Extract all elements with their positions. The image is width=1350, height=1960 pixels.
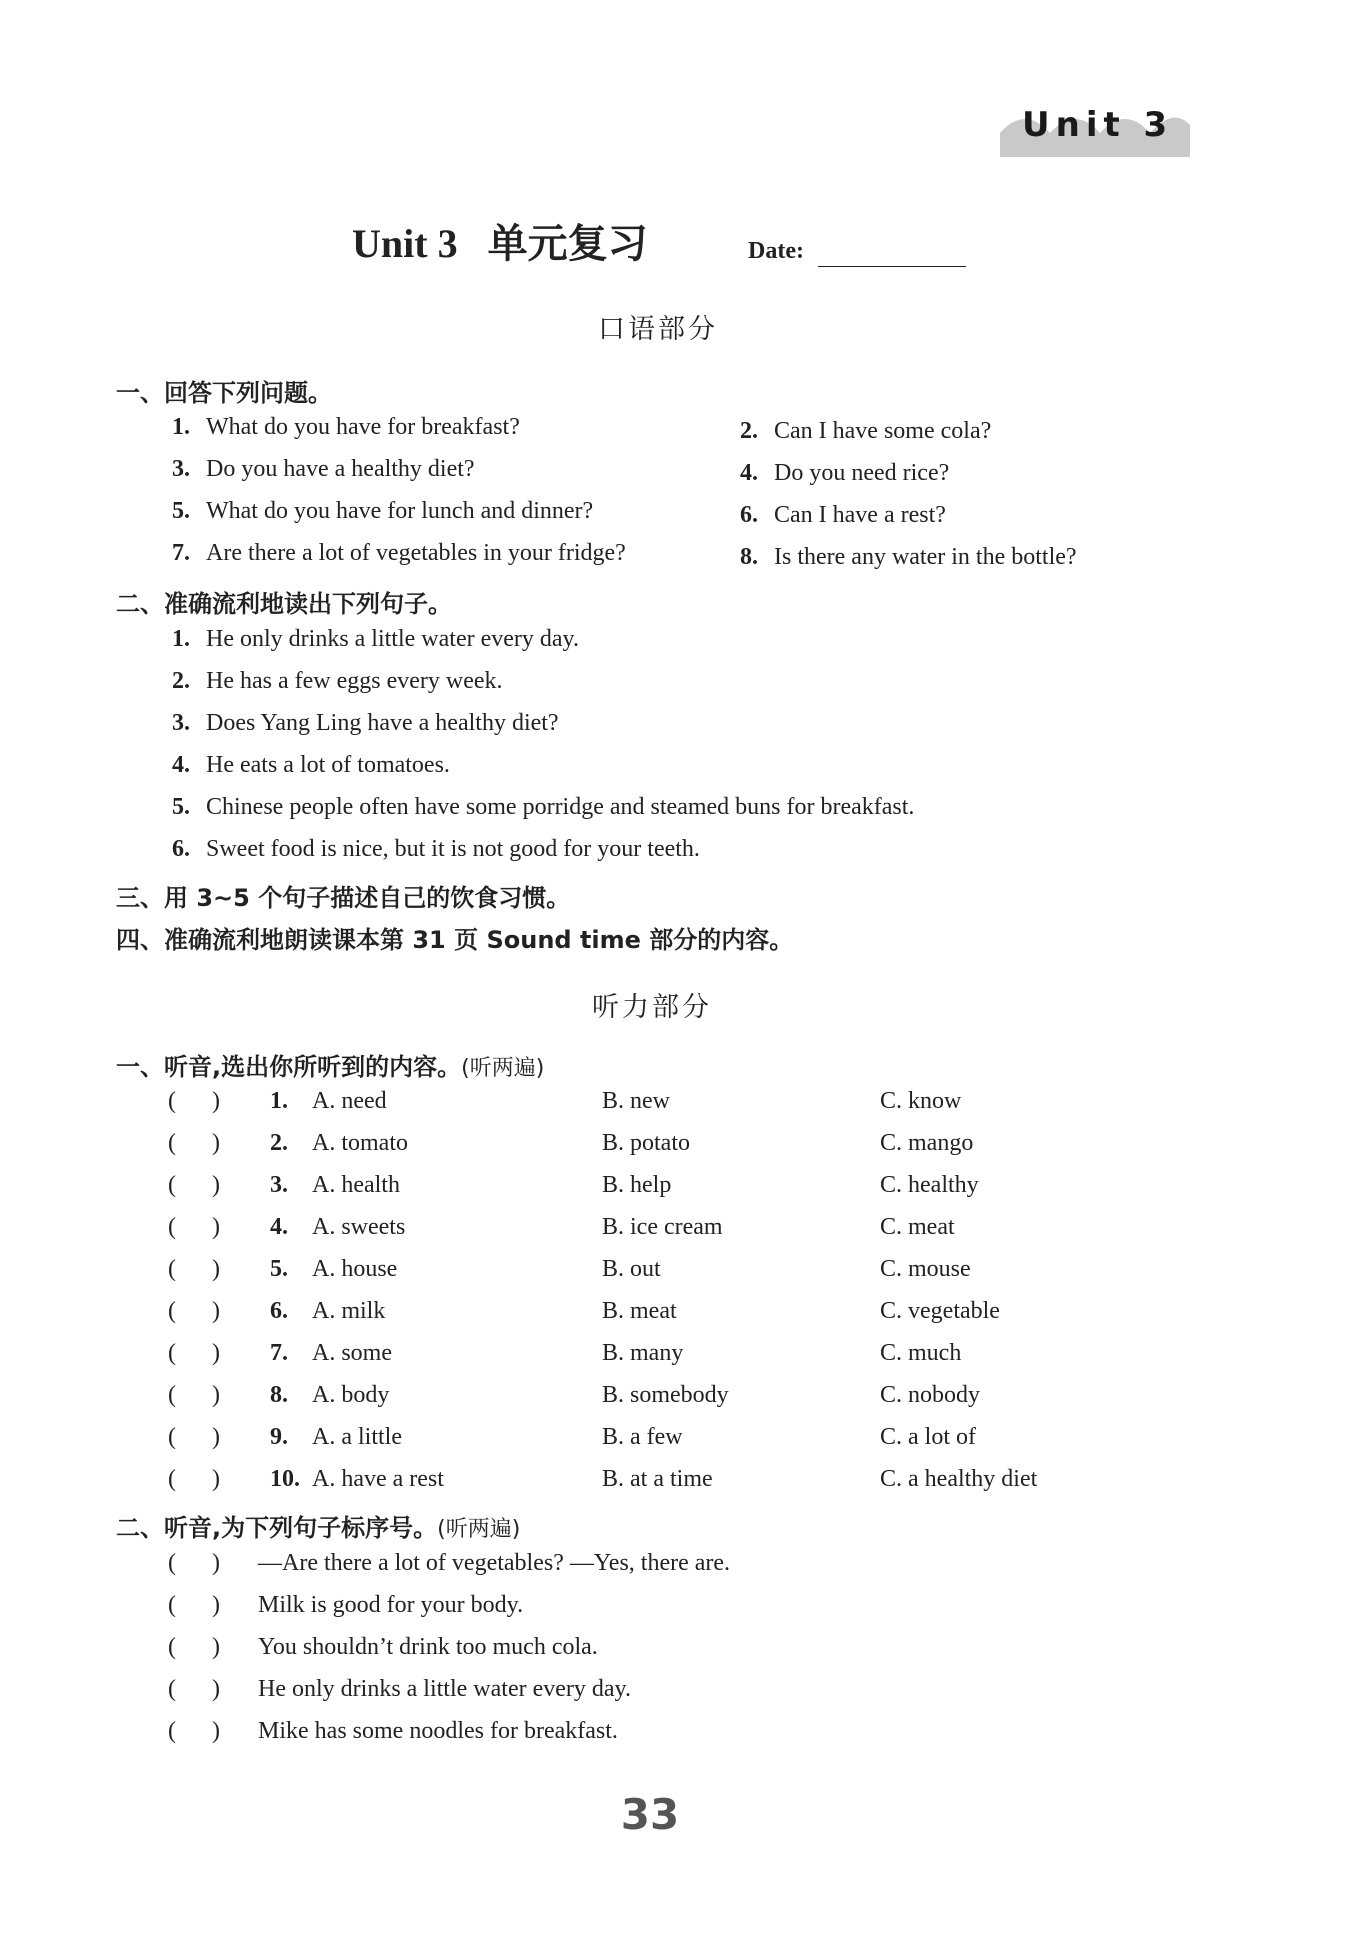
sentence-item: —Are there a lot of vegetables? —Yes, there are. [258,1550,731,1576]
sentence-item: 4. He eats a lot of tomatoes. [172,752,450,778]
option-c: C. meat [880,1214,955,1240]
date-blank-line [818,266,966,267]
question-number: 9. [270,1424,288,1450]
option-a: A. tomato [312,1130,408,1156]
option-b: B. meat [602,1298,677,1324]
option-a: A. body [312,1382,390,1408]
answer-blank[interactable]: ( ) [168,1298,220,1324]
option-b: B. at a time [602,1466,713,1492]
option-c: C. a lot of [880,1424,976,1450]
listening-sec2-heading: 二、听音,为下列句子标序号。(听两遍) [116,1514,521,1542]
question-item: 4. Do you need rice? [740,460,950,486]
question-item: 1. What do you have for breakfast? [172,414,520,440]
answer-blank[interactable]: ( ) [168,1382,220,1408]
unit-badge-text: Unit 3 [1022,105,1174,145]
option-c: C. nobody [880,1382,981,1408]
sentence-item: 2. He has a few eggs every week. [172,668,503,694]
question-number: 7. [270,1340,288,1366]
option-b: B. ice cream [602,1214,723,1240]
sentence-item: 6. Sweet food is nice, but it is not good for your teeth. [172,836,700,862]
option-a: A. a little [312,1424,402,1450]
oral-sec2-heading: 二、准确流利地读出下列句子。 [116,590,452,618]
sentence-item: He only drinks a little water every day. [258,1676,631,1702]
sentence-item: 1. He only drinks a little water every day. [172,626,579,652]
option-c: C. a healthy diet [880,1466,1038,1492]
option-a: A. health [312,1172,400,1198]
answer-blank[interactable]: ( ) [168,1130,220,1156]
question-item: 7. Are there a lot of vegetables in your fridge? [172,540,626,566]
option-b: B. potato [602,1130,690,1156]
option-a: A. sweets [312,1214,406,1240]
option-b: B. many [602,1340,684,1366]
question-number: 3. [270,1172,288,1198]
answer-blank[interactable]: ( ) [168,1088,220,1114]
sentence-item: You shouldn’t drink too much cola. [258,1634,598,1660]
question-number: 4. [270,1214,288,1240]
option-a: A. need [312,1088,387,1114]
answer-blank[interactable]: ( ) [168,1214,220,1240]
listening-section-title: 听力部分 [592,992,712,1023]
question-item: 6. Can I have a rest? [740,502,946,528]
option-a: A. some [312,1340,392,1366]
answer-blank[interactable]: ( ) [168,1634,220,1660]
option-c: C. mango [880,1130,974,1156]
option-b: B. new [602,1088,670,1114]
sentence-item: 3. Does Yang Ling have a healthy diet? [172,710,559,736]
option-b: B. help [602,1172,672,1198]
option-b: B. out [602,1256,661,1282]
question-item: 5. What do you have for lunch and dinner? [172,498,594,524]
option-b: B. a few [602,1424,683,1450]
question-number: 1. [270,1088,288,1114]
sentence-item: Milk is good for your body. [258,1592,524,1618]
answer-blank[interactable]: ( ) [168,1718,220,1744]
question-number: 10. [270,1466,300,1492]
oral-sec1-heading: 一、回答下列问题。 [116,379,332,407]
oral-sec4-heading: 四、准确流利地朗读课本第 31 页 Sound time 部分的内容。 [116,926,794,954]
option-c: C. mouse [880,1256,971,1282]
question-item: 8. Is there any water in the bottle? [740,544,1077,570]
question-item: 2. Can I have some cola? [740,418,992,444]
option-c: C. vegetable [880,1298,1000,1324]
question-number: 2. [270,1130,288,1156]
oral-section-title: 口语部分 [598,314,718,345]
page-number: 33 [620,1790,680,1839]
question-item: 3. Do you have a healthy diet? [172,456,475,482]
date-label: Date: [748,238,804,264]
option-c: C. much [880,1340,962,1366]
option-a: A. milk [312,1298,386,1324]
page-title: Unit 3 单元复习 [352,221,648,266]
answer-blank[interactable]: ( ) [168,1676,220,1702]
listening-sec1-heading: 一、听音,选出你所听到的内容。(听两遍) [116,1053,545,1081]
oral-sec3-heading: 三、用 3~5 个句子描述自己的饮食习惯。 [116,884,571,912]
question-number: 6. [270,1298,288,1324]
sentence-item: Mike has some noodles for breakfast. [258,1718,618,1744]
question-number: 5. [270,1256,288,1282]
option-a: A. house [312,1256,398,1282]
option-c: C. healthy [880,1172,979,1198]
answer-blank[interactable]: ( ) [168,1550,220,1576]
answer-blank[interactable]: ( ) [168,1340,220,1366]
answer-blank[interactable]: ( ) [168,1256,220,1282]
answer-blank[interactable]: ( ) [168,1172,220,1198]
answer-blank[interactable]: ( ) [168,1424,220,1450]
sentence-item: 5. Chinese people often have some porridge and steamed buns for breakfast. [172,794,915,820]
answer-blank[interactable]: ( ) [168,1592,220,1618]
option-c: C. know [880,1088,962,1114]
question-number: 8. [270,1382,288,1408]
option-a: A. have a rest [312,1466,444,1492]
answer-blank[interactable]: ( ) [168,1466,220,1492]
option-b: B. somebody [602,1382,729,1408]
